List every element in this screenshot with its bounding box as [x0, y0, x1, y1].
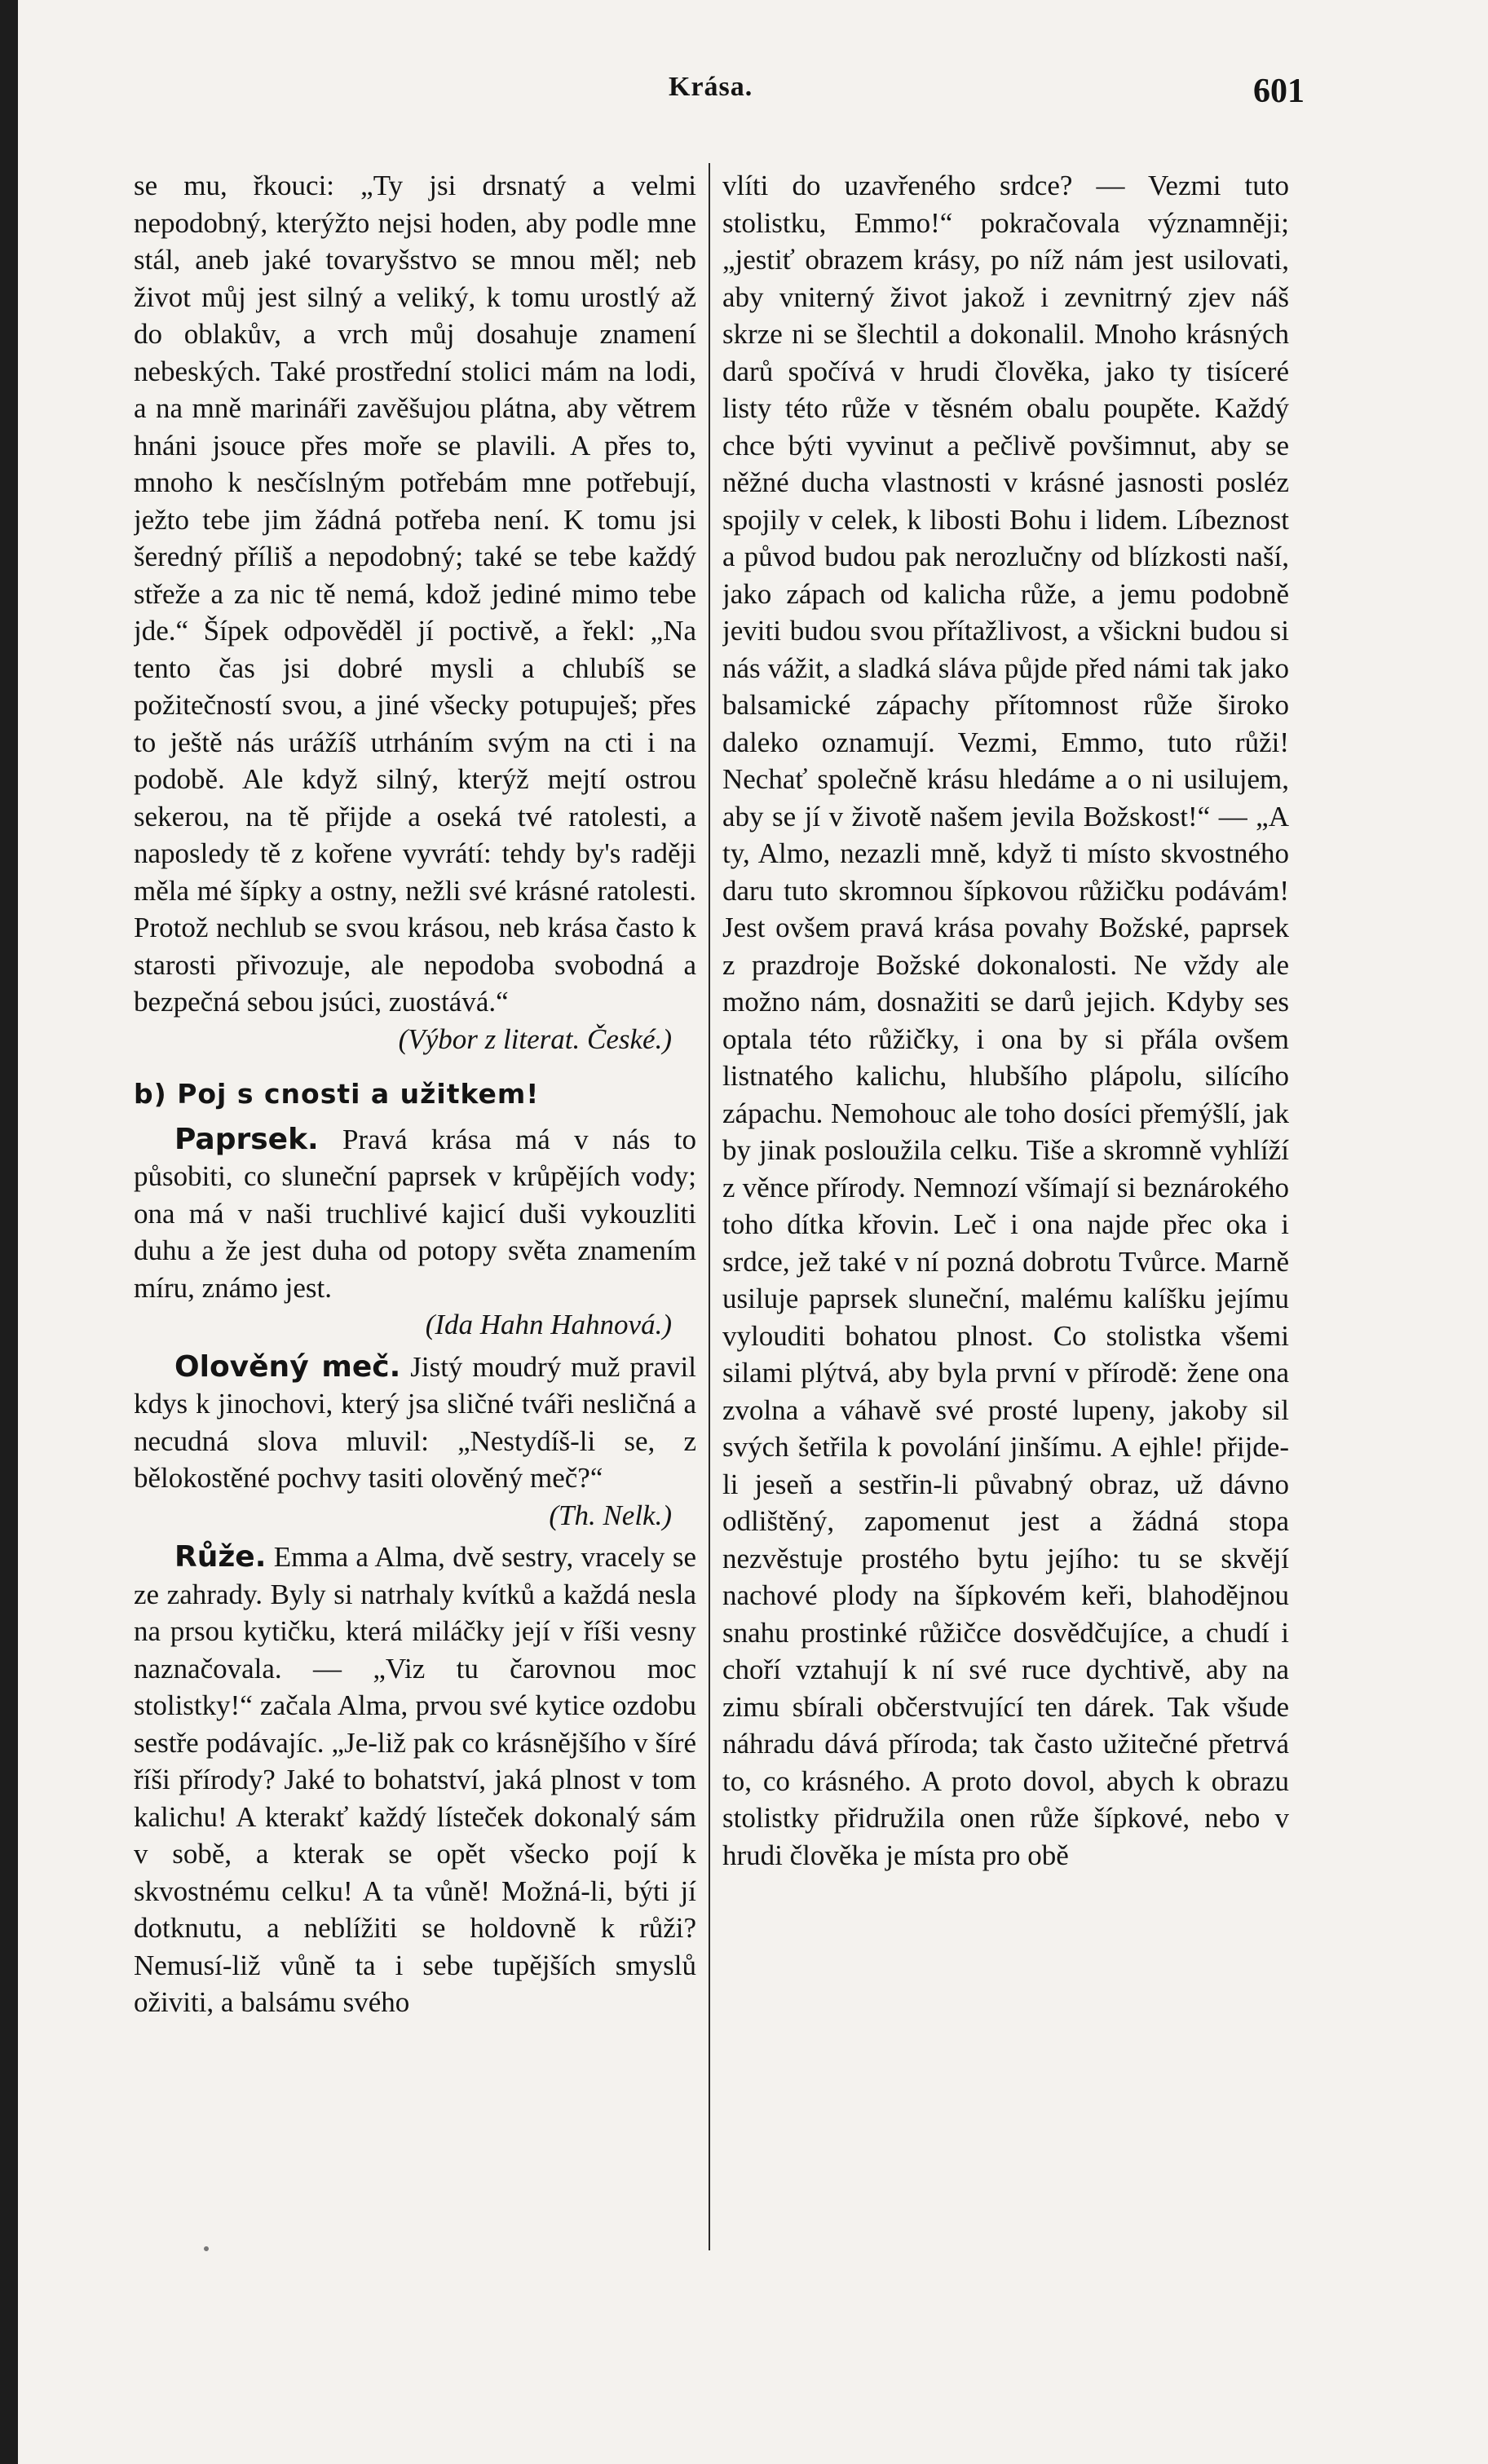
right-column: [722, 167, 1289, 2271]
entry-text-paprsek: Pravá krása má v nás to působiti, co sluneční paprsek v krůpějích vody; ona má v naši truchlivé kajicí duši vykouzliti duhu a že jest duha od potopy světa znamením míru, známo jest.: [134, 1123, 696, 1304]
entry-oloveny-mec: [134, 1349, 696, 1497]
paragraph-ruze-continued: vlíti do uzavřeného srdce? — Vezmi tuto stolistku, Emmo!“ pokračovala významněji; „jestiť obrazem krásy, po níž nám jest usilovati, aby vniterný život jakož i zevnitrný zjev náš skrze ni se šlechtil a dokonalil. Mnoho krásných darů spočívá v hrudi člověka, jako ty tisíceré listy této růže v těsném obalu poupěte. Každý chce býti vyvinut a pečlivě povšimnut, aby se něžné ducha vlastnosti v krásné jasnosti posléz spojily v celek, k libosti Bohu i lidem. Líbeznost a původ budou pak nerozlučny od blízkosti naší, jako zápach od kalicha růže, a jemu podobně jeviti budou svou přítažlivost, a všickni budou si nás vážit, a sladká sláva půjde před námi tak jako balsamické zápachy přítomnost růže široko daleko oznamují. Vezmi, Emmo, tuto růži! Nechať společně krásu hledáme a o ni usilujem, aby se jí v životě našem jevila Božskost!“ — „A ty, Almo, nezazli mně, když ti místo skvostného daru tuto skromnou šípkovou růžičku podávám! Jest ovšem pravá krása povahy Božské, paprsek z prazdroje Božské dokonalosti. Ne vždy ale možno nám, dosnažiti se darů jejich. Kdyby ses optala této růžičky, i ona by si přála ovšem listnatého kalichu, hlubšího plápolu, silícího zápachu. Nemohouc ale toho dosíci přemýšlí, jak by jinak posloužila celku. Tiše a skromně vyhlíží z věnce přírody. Nemnozí všímají si beznárokého toho dítka křovin. Leč i ona najde přec oka i srdce, jež také v ní pozná dobrotu Tvůrce. Marně usiluje paprsek sluneční, malému kalíšku jejímu vylouditi bohatou plnost. Co stolistka všemi silami plýtvá, aby byla první v přírodě: žene ona zvolna a váhavě své prosté lupeny, jakoby sil svých šetřila k povolání jinšímu. A ejhle! přijde-li jeseň a sestřin-li půvabný obraz, už dávno odlištěný, zapomenut jest a žádná stopa nezvěstuje prostého bytu jejího: tu se skvějí nachové plody na šípkovém keři, blahodějnou snahu prostinké růžičce dosvědčujíce, a chudí i choří vztahují k ní své ruce dychtivě, aby na zimu sbírali občerstvující ten dárek. Tak všude náhradu dává příroda; tak často užitečné přetrvá to, co krásného. A proto dovol, abych k obrazu stolistky přidružila onen růže šípkové, nebo v hrudi člověka je místa pro obě: [722, 170, 1289, 1871]
entry-paprsek: [134, 1121, 696, 1307]
entry-term-oloveny-mec: Olověný meč.: [174, 1349, 401, 1384]
attribution-vybor: (Výbor z literat. České.): [398, 1022, 672, 1055]
entry-text-oloveny-mec: Jistý moudrý muž pravil kdys k jinochovi, který jsa sličné tváři nesličná a necudná slova mluvil: „Nestydíš-li se, z bělokostěné pochvy tasiti olověný meč?“: [134, 1350, 696, 1494]
entry-term-ruze: Růže.: [174, 1540, 267, 1574]
column-divider: [709, 163, 710, 2250]
section-heading: b) Poj s cnosti a užitkem!: [134, 1078, 540, 1110]
page-number: 601: [1253, 73, 1305, 110]
ink-speck: [204, 2246, 209, 2251]
entry-ruze: [134, 1539, 696, 2021]
page-header: [130, 72, 1305, 121]
attribution-hahn: (Ida Hahn Hahnová.): [425, 1309, 672, 1340]
attribution-nelk: (Th. Nelk.): [549, 1499, 672, 1531]
running-title: Krása.: [669, 72, 753, 102]
left-column: [134, 167, 696, 2271]
paragraph-fable: se mu, řkouci: „Ty jsi drsnatý a velmi nepodobný, kterýžto nejsi hoden, aby podle mne stál, aneb jaké tovaryšstvo se mnou měl; neb život můj jest silný a veliký, k tomu urostlý až do oblakův, a vrch můj dosahuje znamení nebeských. Také prostřední stolici mám na lodi, a na mně marináři zavěšujou plátna, aby větrem hnáni jsouce přes moře se plavili. A přes to, mnoho k nesčíslným potřebám mne potřebují, ježto tebe jim žádná potřeba není. K tomu jsi šeredný příliš a nepodobný; také se tebe každý střeže a za nic tě nemá, kdož jediné mimo tebe jde.“ Šípek odpověděl jí poctivě, a řekl: „Na tento čas jsi dobré mysli a chlubíš se požitečností svou, a jiné všecky potupuješ; přes to ještě nás urážíš utrháním svým na cti i na podobě. Ale když silný, kterýž mejtí ostrou sekerou, na tě přijde a oseká tvé ratolesti, a naposledy tě z kořene vyvrátí: tehdy by's raději měla mé šípky a ostny, nežli své krásné ratolesti. Protož nechlub se svou krásou, neb krása často k starosti přivozuje, ale nepodoba svobodná a bezpečná sebou jsúci, zuostává.“: [134, 170, 696, 1018]
entry-text-ruze: Emma a Alma, dvě sestry, vracely se ze zahrady. Byly si natrhaly kvítků a každá nesla na prsou kytičku, která miláčky její v říši vesny naznačovala. — „Viz tu čarovnou moc stolistky!“ začala Alma, prvou své kytice ozdobu sestře podávajíc. „Je-liž pak co krásnějšího v šíré říši přírody? Jaké to bohatství, jaká plnost v tom kalichu! A kterakť každý lísteček dokonalý sám v sobě, a kterak se opět všecko pojí k skvostnému celku! A ta vůně! Možná-li, býti jí dotknutu, a neblížiti se holdovně k růži? Nemusí-liž vůně ta i sebe tupějších smyslů oživiti, a balsámu svého: [134, 1541, 696, 2018]
entry-term-paprsek: Paprsek.: [174, 1122, 319, 1156]
